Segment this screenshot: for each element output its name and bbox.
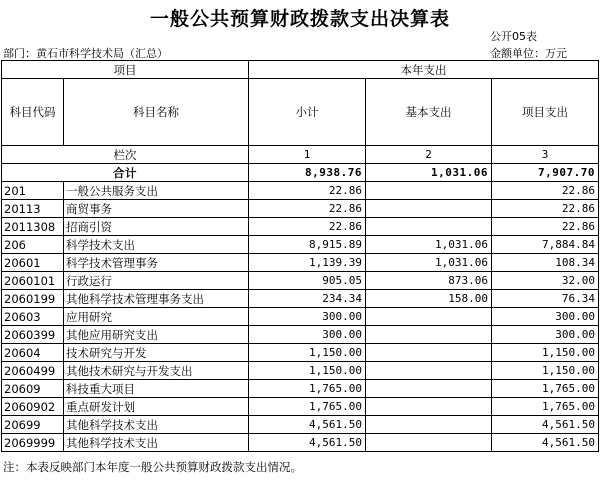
row-subtotal: 8,915.89 bbox=[249, 236, 366, 254]
header-current-year: 本年支出 bbox=[249, 61, 599, 79]
row-basic bbox=[366, 380, 492, 398]
row-name: 其他应用研究支出 bbox=[64, 326, 249, 344]
row-code: 2060499 bbox=[2, 362, 64, 380]
row-basic bbox=[366, 344, 492, 362]
column-index-row bbox=[2, 146, 599, 164]
row-name: 其他科学技术支出 bbox=[64, 416, 249, 434]
row-code: 206 bbox=[2, 236, 64, 254]
row-project: 300.00 bbox=[492, 308, 599, 326]
column-index-3: 3 bbox=[492, 146, 599, 164]
header-row-top bbox=[2, 61, 599, 79]
row-name: 一般公共服务支出 bbox=[64, 182, 249, 200]
total-basic: 1,031.06 bbox=[366, 164, 492, 182]
row-project: 1,765.00 bbox=[492, 398, 599, 416]
row-basic: 1,031.06 bbox=[366, 254, 492, 272]
row-subtotal: 22.86 bbox=[249, 218, 366, 236]
page-title: 一般公共预算财政拨款支出决算表 bbox=[149, 8, 450, 30]
total-label: 合计 bbox=[2, 164, 249, 182]
row-subtotal: 4,561.50 bbox=[249, 434, 366, 452]
row-basic bbox=[366, 200, 492, 218]
table-row bbox=[2, 344, 599, 362]
row-basic bbox=[366, 434, 492, 452]
row-subtotal: 4,561.50 bbox=[249, 416, 366, 434]
footnote: 注：本表反映部门本年度一般公共预算财政拨款支出情况。 bbox=[3, 460, 302, 474]
row-basic bbox=[366, 362, 492, 380]
total-row bbox=[2, 164, 599, 182]
form-number: 公开05表 bbox=[490, 30, 537, 43]
row-project: 1,150.00 bbox=[492, 362, 599, 380]
header-subtotal: 小计 bbox=[249, 79, 366, 146]
row-basic bbox=[366, 308, 492, 326]
row-basic bbox=[366, 326, 492, 344]
row-basic bbox=[366, 218, 492, 236]
row-subtotal: 1,765.00 bbox=[249, 380, 366, 398]
row-basic: 158.00 bbox=[366, 290, 492, 308]
row-project: 22.86 bbox=[492, 218, 599, 236]
table-row bbox=[2, 434, 599, 452]
row-basic bbox=[366, 398, 492, 416]
row-project: 4,561.50 bbox=[492, 416, 599, 434]
row-basic bbox=[366, 416, 492, 434]
row-name: 技术研究与开发 bbox=[64, 344, 249, 362]
row-subtotal: 234.34 bbox=[249, 290, 366, 308]
row-code: 20113 bbox=[2, 200, 64, 218]
row-name: 行政运行 bbox=[64, 272, 249, 290]
row-code: 2069999 bbox=[2, 434, 64, 452]
row-project: 1,150.00 bbox=[492, 344, 599, 362]
table-row bbox=[2, 416, 599, 434]
table-row bbox=[2, 218, 599, 236]
row-code: 20609 bbox=[2, 380, 64, 398]
table-row bbox=[2, 398, 599, 416]
department-label: 部门：黄石市科学技术局（汇总） bbox=[3, 47, 168, 60]
table-row bbox=[2, 362, 599, 380]
row-code: 20699 bbox=[2, 416, 64, 434]
row-subtotal: 1,150.00 bbox=[249, 362, 366, 380]
row-subtotal: 1,139.39 bbox=[249, 254, 366, 272]
table-row bbox=[2, 308, 599, 326]
row-subtotal: 905.05 bbox=[249, 272, 366, 290]
row-code: 2060199 bbox=[2, 290, 64, 308]
header-row-columns bbox=[2, 79, 599, 146]
total-project: 7,907.70 bbox=[492, 164, 599, 182]
row-code: 201 bbox=[2, 182, 64, 200]
expenditure-table bbox=[1, 60, 599, 452]
row-project: 4,561.50 bbox=[492, 434, 599, 452]
row-project: 76.34 bbox=[492, 290, 599, 308]
row-code: 2060399 bbox=[2, 326, 64, 344]
row-name: 科学技术支出 bbox=[64, 236, 249, 254]
table-row bbox=[2, 254, 599, 272]
column-index-label: 栏次 bbox=[2, 146, 249, 164]
row-code: 20603 bbox=[2, 308, 64, 326]
row-project: 7,884.84 bbox=[492, 236, 599, 254]
total-subtotal: 8,938.76 bbox=[249, 164, 366, 182]
row-code: 2011308 bbox=[2, 218, 64, 236]
row-subtotal: 300.00 bbox=[249, 308, 366, 326]
row-subtotal: 1,150.00 bbox=[249, 344, 366, 362]
row-basic: 873.06 bbox=[366, 272, 492, 290]
row-subtotal: 1,765.00 bbox=[249, 398, 366, 416]
row-basic bbox=[366, 182, 492, 200]
table-row bbox=[2, 182, 599, 200]
row-code: 20604 bbox=[2, 344, 64, 362]
row-subtotal: 22.86 bbox=[249, 182, 366, 200]
row-project: 32.00 bbox=[492, 272, 599, 290]
row-project: 1,765.00 bbox=[492, 380, 599, 398]
row-name: 其他科学技术支出 bbox=[64, 434, 249, 452]
row-project: 22.86 bbox=[492, 182, 599, 200]
row-project: 108.34 bbox=[492, 254, 599, 272]
row-project: 22.86 bbox=[492, 200, 599, 218]
row-name: 其他技术研究与开发支出 bbox=[64, 362, 249, 380]
table-row bbox=[2, 272, 599, 290]
column-index-1: 1 bbox=[249, 146, 366, 164]
row-basic: 1,031.06 bbox=[366, 236, 492, 254]
column-index-2: 2 bbox=[366, 146, 492, 164]
header-code: 科目代码 bbox=[2, 79, 64, 146]
row-code: 2060902 bbox=[2, 398, 64, 416]
row-name: 科技重大项目 bbox=[64, 380, 249, 398]
header-name: 科目名称 bbox=[64, 79, 249, 146]
header-item: 项目 bbox=[2, 61, 249, 79]
row-subtotal: 300.00 bbox=[249, 326, 366, 344]
row-name: 其他科学技术管理事务支出 bbox=[64, 290, 249, 308]
row-project: 300.00 bbox=[492, 326, 599, 344]
row-name: 应用研究 bbox=[64, 308, 249, 326]
table-row bbox=[2, 236, 599, 254]
table-row bbox=[2, 380, 599, 398]
table-row bbox=[2, 326, 599, 344]
row-name: 招商引资 bbox=[64, 218, 249, 236]
row-name: 重点研发计划 bbox=[64, 398, 249, 416]
header-basic: 基本支出 bbox=[366, 79, 492, 146]
table-row bbox=[2, 200, 599, 218]
row-code: 20601 bbox=[2, 254, 64, 272]
row-name: 科学技术管理事务 bbox=[64, 254, 249, 272]
row-name: 商贸事务 bbox=[64, 200, 249, 218]
row-code: 2060101 bbox=[2, 272, 64, 290]
row-subtotal: 22.86 bbox=[249, 200, 366, 218]
header-project: 项目支出 bbox=[492, 79, 599, 146]
unit-label: 金额单位：万元 bbox=[490, 47, 567, 60]
table-row bbox=[2, 290, 599, 308]
